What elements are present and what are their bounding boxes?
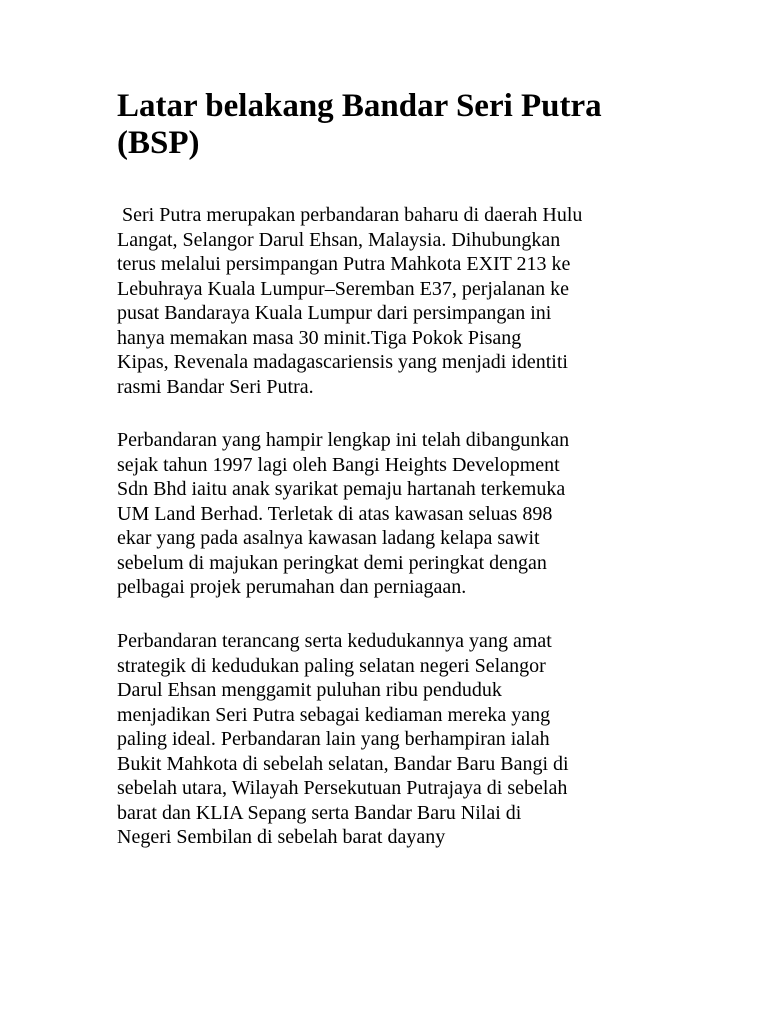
paragraph-3 xyxy=(117,629,657,850)
paragraph-2 xyxy=(117,428,657,600)
text-line: sebelah utara, Wilayah Persekutuan Putrajaya di sebelah xyxy=(117,777,568,799)
text-line: Langat, Selangor Darul Ehsan, Malaysia. Dihubungkan xyxy=(117,228,561,251)
text-line: Seri Putra merupakan perbandaran baharu di daerah Hulu xyxy=(117,204,583,226)
text-line: Kipas, Revenala madagascariensis yang menjadi identiti xyxy=(117,351,568,373)
text-line: strategik di kedudukan paling selatan negeri Selangor xyxy=(117,654,546,677)
title-line: Latar belakang Bandar Seri Putra xyxy=(117,88,602,124)
text-line: Negeri Sembilan di sebelah barat dayany xyxy=(117,826,446,848)
text-line: rasmi Bandar Seri Putra. xyxy=(117,375,314,398)
text-line: barat dan KLIA Sepang serta Bandar Baru Nilai di xyxy=(117,801,522,824)
text-line: Perbandaran yang hampir lengkap ini telah dibangunkan xyxy=(117,429,570,451)
text-line: sebelum di majukan peringkat demi peringkat dengan xyxy=(117,551,547,574)
text-line: pelbagai projek perumahan dan perniagaan. xyxy=(117,576,467,598)
title-line: (BSP) xyxy=(117,125,200,161)
text-line: paling ideal. Perbandaran lain yang berhampiran ialah xyxy=(117,728,550,750)
text-line: pusat Bandaraya Kuala Lumpur dari persimpangan ini xyxy=(117,302,552,324)
text-line: ekar yang pada asalnya kawasan ladang kelapa sawit xyxy=(117,527,540,549)
text-line: menjadikan Seri Putra sebagai kediaman mereka yang xyxy=(117,703,551,726)
text-line: Bukit Mahkota di sebelah selatan, Bandar Baru Bangi di xyxy=(117,752,569,775)
text-line: Sdn Bhd iaitu anak syarikat pemaju hartanah terkemuka xyxy=(117,478,566,500)
text-line: sejak tahun 1997 lagi oleh Bangi Heights Development xyxy=(117,453,560,476)
document-title xyxy=(117,88,657,162)
text-line: Perbandaran terancang serta kedudukannya yang amat xyxy=(117,630,552,652)
text-line: UM Land Berhad. Terletak di atas kawasan seluas 898 xyxy=(117,502,553,525)
text-line: terus melalui persimpangan Putra Mahkota EXIT 213 ke xyxy=(117,253,571,275)
paragraph-1 xyxy=(117,203,657,399)
text-line: hanya memakan masa 30 minit.Tiga Pokok Pisang xyxy=(117,326,522,349)
text-line: Darul Ehsan menggamit puluhan ribu penduduk xyxy=(117,679,502,701)
text-line: Lebuhraya Kuala Lumpur–Seremban E37, perjalanan ke xyxy=(117,277,570,300)
